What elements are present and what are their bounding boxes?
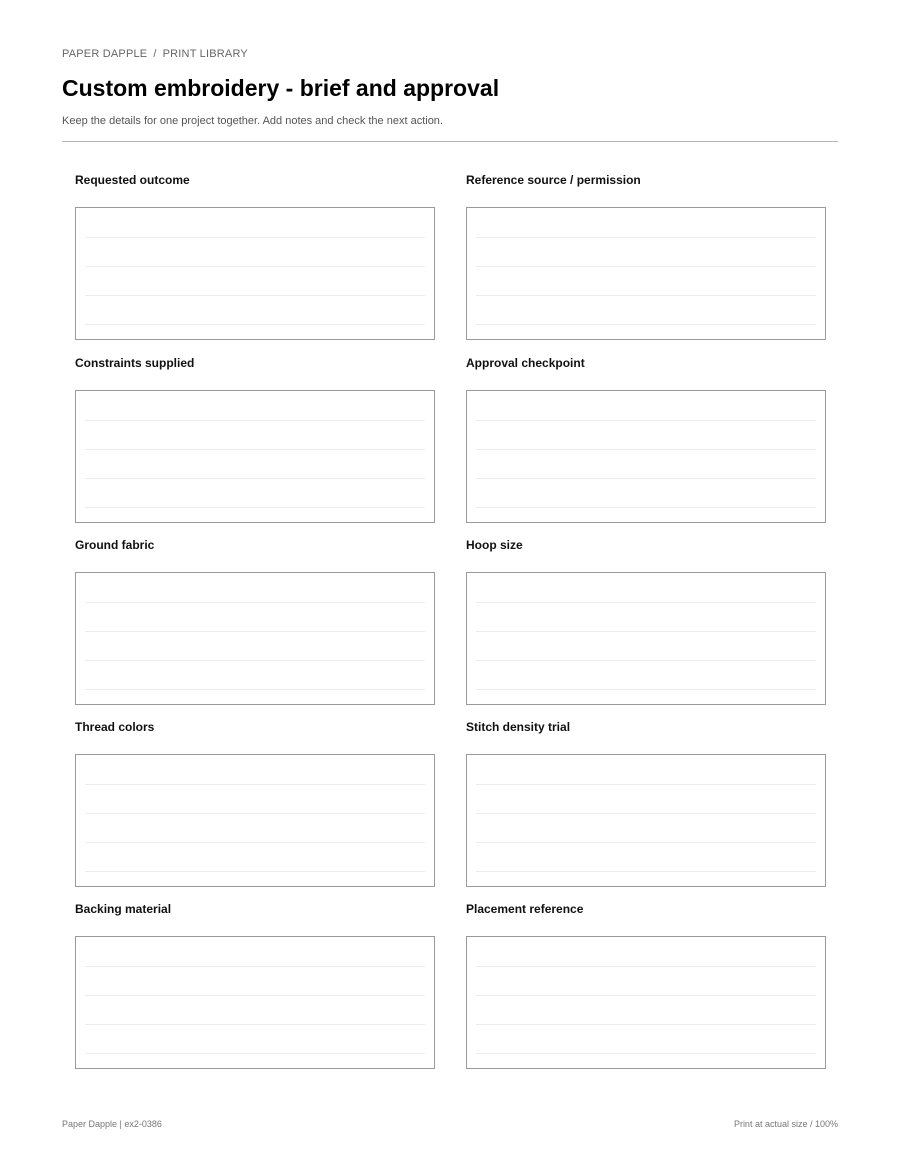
notes-box[interactable] (466, 754, 826, 887)
ruled-line (85, 324, 425, 325)
ruled-line (85, 420, 425, 421)
ruled-line (85, 813, 425, 814)
field-label: Approval checkpoint (466, 356, 585, 370)
field-label: Backing material (75, 902, 172, 916)
field-label: Constraints supplied (75, 356, 195, 370)
header-divider (62, 141, 838, 142)
ruled-line (85, 660, 425, 661)
ruled-line (476, 660, 816, 661)
ruled-line (476, 420, 816, 421)
ruled-line (85, 689, 425, 690)
ruled-line (85, 1024, 425, 1025)
footer-print-note: Print at actual size / 100% (733, 1119, 838, 1129)
ruled-line (85, 966, 425, 967)
ruled-line (85, 995, 425, 996)
ruled-line (476, 602, 816, 603)
ruled-line (476, 1053, 816, 1054)
ruled-line (85, 842, 425, 843)
ruled-line (476, 966, 816, 967)
field-label: Placement reference (466, 902, 584, 916)
page-subtitle: Keep the details for one project together. Add notes and check the next action. (62, 115, 443, 127)
ruled-line (85, 631, 425, 632)
ruled-line (476, 1024, 816, 1025)
notes-box[interactable] (75, 390, 435, 523)
breadcrumb-section: PRINT LIBRARY (162, 48, 248, 60)
ruled-line (85, 507, 425, 508)
notes-box[interactable] (75, 754, 435, 887)
ruled-line (476, 295, 816, 296)
ruled-line (476, 237, 816, 238)
ruled-line (476, 842, 816, 843)
footer-document-id: Paper Dapple | ex2-0386 (62, 1119, 162, 1129)
notes-box[interactable] (466, 207, 826, 340)
ruled-line (85, 871, 425, 872)
ruled-line (476, 871, 816, 872)
page-title: Custom embroidery - brief and approval (62, 75, 500, 101)
ruled-line (85, 449, 425, 450)
notes-box[interactable] (466, 572, 826, 705)
ruled-line (476, 813, 816, 814)
ruled-line (476, 449, 816, 450)
field-label: Stitch density trial (466, 720, 571, 734)
ruled-line (476, 507, 816, 508)
ruled-line (85, 266, 425, 267)
field-label: Reference source / permission (466, 173, 641, 187)
breadcrumb-root: PAPER DAPPLE (62, 48, 148, 60)
ruled-line (476, 266, 816, 267)
ruled-line (85, 602, 425, 603)
ruled-line (85, 295, 425, 296)
breadcrumb-separator: / (153, 48, 157, 60)
notes-box[interactable] (75, 936, 435, 1069)
field-label: Thread colors (75, 720, 155, 734)
ruled-line (476, 784, 816, 785)
notes-box[interactable] (75, 572, 435, 705)
ruled-line (476, 324, 816, 325)
ruled-line (476, 689, 816, 690)
notes-box[interactable] (466, 390, 826, 523)
ruled-line (476, 631, 816, 632)
ruled-line (85, 784, 425, 785)
ruled-line (85, 1053, 425, 1054)
breadcrumb (62, 48, 248, 60)
notes-box[interactable] (75, 207, 435, 340)
ruled-line (476, 995, 816, 996)
ruled-line (476, 478, 816, 479)
field-label: Ground fabric (75, 538, 155, 552)
field-label: Hoop size (466, 538, 523, 552)
notes-box[interactable] (466, 936, 826, 1069)
ruled-line (85, 478, 425, 479)
field-label: Requested outcome (75, 173, 190, 187)
ruled-line (85, 237, 425, 238)
